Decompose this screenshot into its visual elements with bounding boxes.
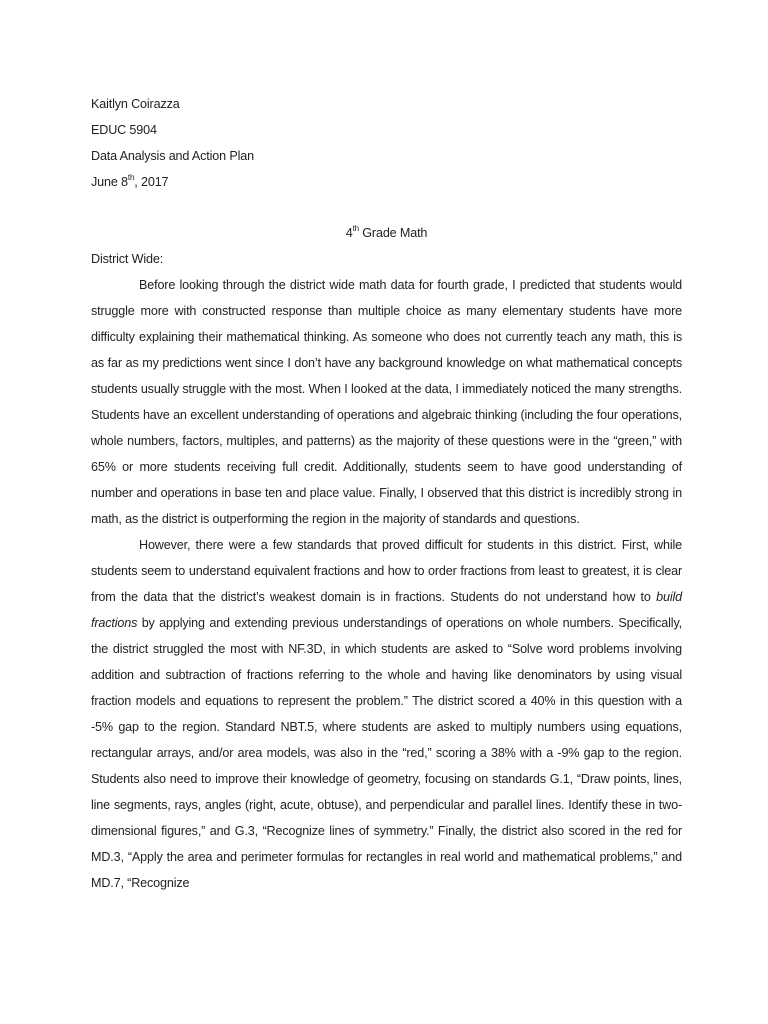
document-date bbox=[91, 169, 682, 195]
paragraph-predictions-strengths: Before looking through the district wide math data for fourth grade, I predicted that students would struggle more with constructed response than multiple choice as many elementary students have more difficulty explaining their mathematical thinking. As someone who does not currently teach any math, this is as far as my predictions went since I don’t have any background knowledge on what mathematical concepts students usually struggle with the most. When I looked at the data, I immediately noticed the many strengths. Students have an excellent understanding of operations and algebraic thinking (including the four operations, whole numbers, factors, multiples, and patterns) as the majority of these questions were in the “green,” with 65% or more students receiving full credit. Additionally, students seem to have good understanding of number and operations in base ten and place value. Finally, I observed that this district is incredibly strong in math, as the district is outperforming the region in the majority of standards and questions. bbox=[91, 278, 682, 526]
assignment-title: Data Analysis and Action Plan bbox=[91, 149, 254, 163]
paragraph-weaknesses bbox=[91, 532, 682, 896]
paragraph-weaknesses-part-1: However, there were a few standards that proved difficult for students in this district. First, while students seem to understand equivalent fractions and how to order fractions from least to greatest, it is clear from the data that the district’s weakest domain is in fractions. Students do not understand how to bbox=[91, 538, 682, 604]
heading-grade-number: 4 bbox=[345, 226, 353, 240]
date-year: , 2017 bbox=[134, 175, 169, 189]
heading-subject: Grade Math bbox=[358, 226, 428, 240]
section-label: District Wide: bbox=[91, 252, 164, 266]
course-code: EDUC 5904 bbox=[91, 123, 157, 137]
emphasis-build-fractions: build fractions bbox=[91, 590, 682, 630]
date-prefix: June 8 bbox=[91, 175, 128, 189]
heading-ordinal-suffix: th bbox=[352, 223, 359, 233]
paragraph-weaknesses-part-2: by applying and extending previous understandings of operations on whole numbers. Specifically, the district struggled the most with NF.3D, in which students are asked to “Solve word problems involving addition and subtraction of fractions referring to the whole and having like denominators by using visual fraction models and equations to represent the problem.” The district scored a 40% in this question with a -5% gap to the region. Standard NBT.5, where students are asked to multiply numbers using equations, rectangular arrays, and/or area models, was also in the “red,” scoring a 38% with a -9% gap to the region. Students also need to improve their knowledge of geometry, focusing on standards G.1, “Draw points, lines, line segments, rays, angles (right, acute, obtuse), and perpendicular and parallel lines. Identify these in two-dimensional figures,” and G.3, “Recognize lines of symmetry.” Finally, the district also scored in the red for MD.3, “Apply the area and perimeter formulas for rectangles in real world and mathematical problems,” and MD.7, “Recognize bbox=[91, 616, 682, 890]
author-name: Kaitlyn Coirazza bbox=[91, 97, 180, 111]
date-ordinal-suffix: th bbox=[127, 172, 135, 182]
document-heading bbox=[91, 220, 682, 246]
